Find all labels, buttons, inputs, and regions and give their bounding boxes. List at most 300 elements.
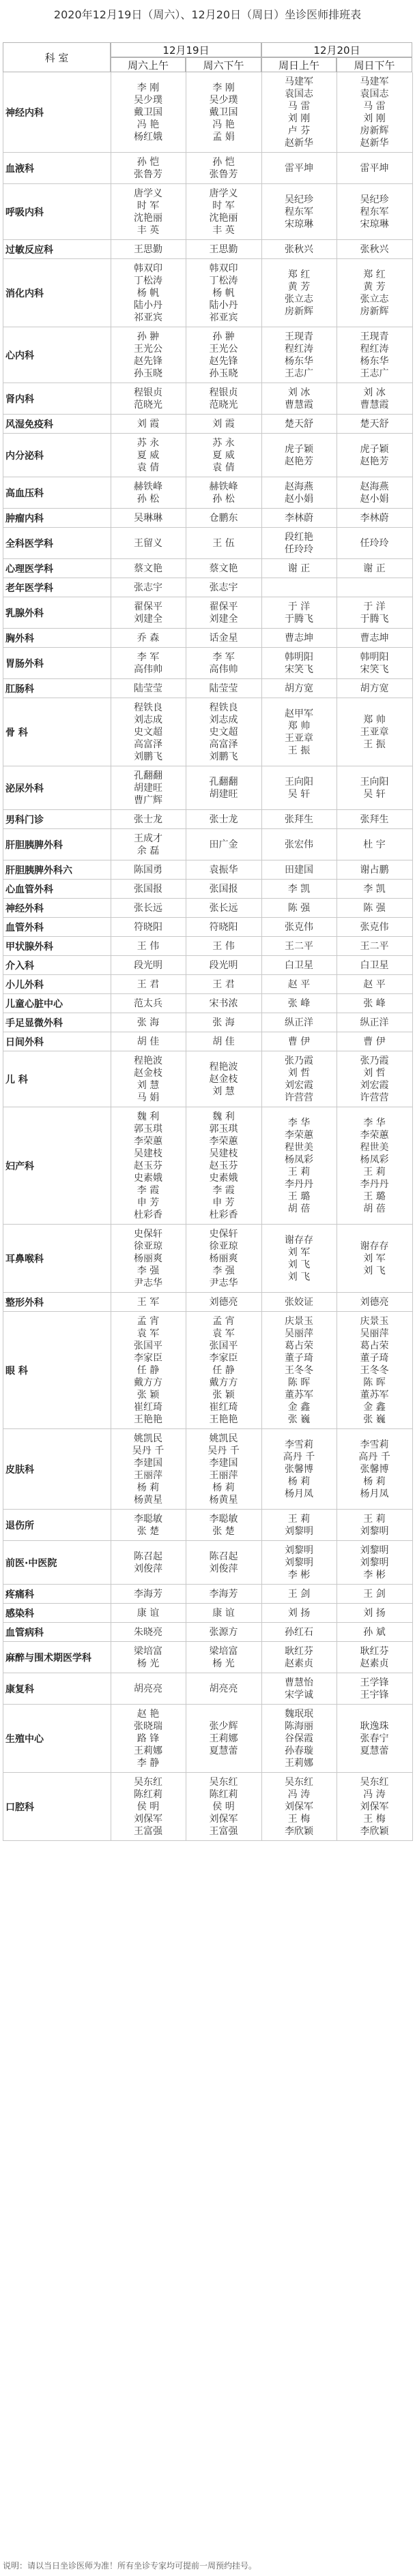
doctor-name: 李 彬 (363, 1570, 386, 1581)
doctor-cell (186, 1013, 261, 1032)
doctor-name: 刘 扬 (363, 1608, 386, 1619)
doctor-cell (261, 1225, 337, 1293)
doctor-cell (111, 1541, 186, 1585)
doctor-name: 韩双印 (134, 263, 162, 274)
doctor-cell (111, 1585, 186, 1604)
doctor-name: 于腾飞 (360, 614, 389, 625)
doctor-name: 孟 宵 (137, 1316, 160, 1327)
doctor-name: 张春宁 (360, 1733, 389, 1744)
doctor-name: 金 鑫 (363, 1402, 386, 1413)
doctor-name: 杨丽爽 (134, 1253, 162, 1264)
doctor-name: 谢 正 (363, 563, 386, 574)
doctor-name: 乔 森 (137, 633, 160, 644)
doctor-name: 刘 冰 (363, 387, 386, 398)
doctor-name: 张姣证 (285, 1297, 313, 1308)
doctor-cell (111, 383, 186, 415)
doctor-name: 黄 芳 (363, 282, 386, 293)
doctor-name: 吴少璞 (209, 95, 238, 106)
doctor-name: 刘 慧 (137, 1080, 160, 1091)
doctor-name: 赵海燕 (360, 481, 389, 492)
doctor-name: 胡方宽 (360, 683, 389, 694)
doctor-name: 魏 利 (137, 1111, 160, 1122)
doctor-cell (186, 415, 261, 434)
dept-header: 科 室 (3, 42, 111, 72)
doctor-name: 王向阳 (360, 777, 389, 788)
doctor-name: 张国平 (134, 1341, 162, 1351)
doctor-cell (261, 327, 337, 383)
doctor-cell (111, 1642, 186, 1673)
doctor-cell (111, 1773, 186, 1841)
doctor-cell (261, 1705, 337, 1773)
doctor-cell (337, 918, 412, 937)
doctor-name: 程艳波 (134, 1055, 162, 1066)
doctor-name: 陈召起 (209, 1551, 238, 1562)
doctor-name: 程世美 (285, 1142, 313, 1153)
department-name: 风湿免疫科 (3, 415, 111, 434)
doctor-name: 赵小娟 (360, 494, 389, 505)
department-name: 肝胆胰脾外科 (3, 829, 111, 860)
doctor-cell (186, 698, 261, 766)
doctor-cell (261, 899, 337, 918)
doctor-name: 刘黎明 (360, 1526, 389, 1537)
doctor-name: 王丽萍 (134, 1470, 162, 1481)
doctor-name: 任 静 (137, 1365, 160, 1376)
doctor-name: 李 彬 (287, 1570, 311, 1581)
doctor-name: 李 华 (363, 1118, 386, 1128)
doctor-name: 孙 松 (137, 494, 160, 505)
doctor-cell (186, 1642, 261, 1673)
doctor-cell (261, 1604, 337, 1623)
doctor-cell (261, 1642, 337, 1673)
doctor-name: 姚凯民 (209, 1433, 238, 1444)
department-name: 皮肤科 (3, 1429, 111, 1510)
doctor-name: 蔡文艳 (134, 563, 162, 574)
department-name: 口腔科 (3, 1773, 111, 1841)
doctor-name: 张长远 (134, 903, 162, 914)
doctor-name: 胡亮亮 (134, 1683, 162, 1694)
doctor-name: 白卫星 (360, 960, 389, 971)
doctor-name: 张鲁芳 (209, 169, 238, 180)
doctor-name: 张国平 (209, 1341, 238, 1351)
doctor-name: 王宇锋 (360, 1690, 389, 1701)
doctor-name: 孟 娟 (212, 132, 235, 143)
doctor-cell (261, 434, 337, 477)
doctor-name: 韩双印 (209, 263, 238, 274)
doctor-name: 耿红芬 (360, 1646, 389, 1657)
doctor-name: 杜 宇 (363, 839, 386, 850)
doctor-name: 刘 霞 (212, 419, 235, 430)
doctor-name: 段光明 (134, 960, 162, 971)
department-name: 肛肠科 (3, 679, 111, 698)
doctor-cell (111, 956, 186, 975)
doctor-name: 任玲玲 (285, 544, 313, 555)
doctor-cell (186, 994, 261, 1013)
department-name: 肾内科 (3, 383, 111, 415)
doctor-name: 符晓阳 (134, 922, 162, 933)
doctor-name: 王 君 (137, 979, 160, 990)
doctor-name: 祁亚宾 (209, 312, 238, 323)
doctor-name: 张志宇 (209, 582, 238, 593)
doctor-name: 王 璐 (287, 1191, 311, 1202)
department-name: 心血管外科 (3, 880, 111, 899)
doctor-name: 姚凯民 (134, 1433, 162, 1444)
doctor-name: 李建国 (209, 1458, 238, 1469)
doctor-cell (261, 918, 337, 937)
doctor-cell (337, 679, 412, 698)
doctor-cell (337, 1312, 412, 1429)
doctor-name: 曹志坤 (285, 633, 313, 644)
doctor-cell (337, 1642, 412, 1673)
doctor-name: 申 芳 (137, 1197, 160, 1208)
doctor-name: 王冬冬 (360, 1365, 389, 1376)
doctor-cell (261, 578, 337, 597)
doctor-name: 王 莉 (287, 1167, 311, 1178)
doctor-name: 董苏军 (285, 1390, 313, 1401)
doctor-cell (337, 1623, 412, 1642)
doctor-name: 尹志华 (209, 1278, 238, 1289)
doctor-name: 胡建旺 (209, 789, 238, 800)
doctor-name: 冯 艳 (212, 119, 235, 130)
doctor-name: 戴卫国 (134, 107, 162, 118)
doctor-cell (186, 975, 261, 994)
department-name: 血管病科 (3, 1623, 111, 1642)
page-title: 2020年12月19日（周六）、12月20日（周日）坐诊医师排班表 (53, 8, 362, 21)
department-name: 儿童心脏中心 (3, 994, 111, 1013)
doctor-name: 王志广 (360, 368, 389, 379)
doctor-name: 谢存存 (285, 1235, 313, 1246)
doctor-name: 胡方宽 (285, 683, 313, 694)
department-name: 前医·中医院 (3, 1541, 111, 1585)
sat-pm-column (186, 0, 261, 2576)
doctor-name: 陈红莉 (209, 1789, 238, 1800)
doctor-name: 刘黎明 (285, 1557, 313, 1568)
doctor-name: 王莉娜 (134, 1746, 162, 1756)
doctor-name: 吴丽萍 (360, 1328, 389, 1339)
doctor-cell (337, 956, 412, 975)
doctor-cell (337, 1541, 412, 1585)
doctor-name: 陆小丹 (209, 300, 238, 311)
doctor-name: 杨凤彩 (360, 1154, 389, 1165)
doctor-cell (111, 937, 186, 956)
doctor-name: 孔翻翻 (134, 770, 162, 781)
doctor-cell (111, 1293, 186, 1312)
doctor-cell (186, 1585, 261, 1604)
doctor-cell (337, 860, 412, 880)
doctor-name: 刘俊萍 (209, 1563, 238, 1574)
doctor-name: 张国报 (134, 884, 162, 895)
doctor-name: 仓鹏东 (209, 513, 238, 524)
doctor-name: 杨 帆 (137, 288, 160, 299)
doctor-cell (186, 1225, 261, 1293)
doctor-name: 侯 明 (137, 1801, 160, 1812)
doctor-name: 王富强 (134, 1826, 162, 1837)
doctor-name: 张克伟 (285, 922, 313, 933)
doctor-name: 陈 强 (363, 903, 386, 914)
doctor-name: 祁亚宾 (134, 312, 162, 323)
department-name: 男科门诊 (3, 810, 111, 829)
doctor-cell (261, 259, 337, 327)
doctor-name: 杨凤彩 (285, 1154, 313, 1165)
doctor-name: 李林蔚 (360, 513, 389, 524)
doctor-name: 戴方方 (209, 1377, 238, 1388)
doctor-cell (337, 810, 412, 829)
doctor-cell (337, 1773, 412, 1841)
doctor-name: 赵玉芬 (134, 1160, 162, 1171)
doctor-name: 史保轩 (134, 1229, 162, 1240)
doctor-name: 任 静 (212, 1365, 235, 1376)
doctor-cell (111, 1225, 186, 1293)
doctor-name: 杨东华 (285, 356, 313, 367)
doctor-name: 王思勤 (209, 244, 238, 255)
doctor-cell (186, 383, 261, 415)
doctor-cell (111, 994, 186, 1013)
doctor-name: 丰 英 (137, 225, 160, 236)
doctor-cell (337, 1013, 412, 1032)
department-name: 耳鼻喉科 (3, 1225, 111, 1293)
doctor-cell (111, 72, 186, 153)
doctor-name: 刘 刚 (363, 113, 386, 124)
doctor-name: 杨红娥 (134, 132, 162, 143)
department-name: 血液科 (3, 153, 111, 184)
doctor-name: 董子琦 (360, 1353, 389, 1364)
doctor-name: 张立志 (360, 294, 389, 305)
doctor-name: 李丹丹 (285, 1179, 313, 1190)
department-name: 儿 科 (3, 1051, 111, 1107)
doctor-name: 张少辉 (209, 1721, 238, 1732)
doctor-name: 段红艳 (285, 532, 313, 543)
doctor-name: 孙 翀 (137, 331, 160, 342)
doctor-name: 张 颖 (212, 1390, 235, 1401)
doctor-name: 宋书浓 (209, 998, 238, 1009)
doctor-cell (111, 1510, 186, 1541)
doctor-cell (186, 153, 261, 184)
doctor-name: 吴纪珍 (360, 194, 389, 205)
doctor-cell (111, 509, 186, 528)
doctor-name: 张长远 (209, 903, 238, 914)
doctor-name: 郭玉琪 (209, 1124, 238, 1135)
doctor-name: 张 海 (137, 1017, 160, 1028)
doctor-cell (186, 184, 261, 240)
doctor-name: 杨月凤 (285, 1488, 313, 1499)
doctor-name: 夏慧蕾 (209, 1746, 238, 1756)
doctor-cell (186, 810, 261, 829)
doctor-name: 李 强 (137, 1265, 160, 1276)
doctor-name: 谢占鹏 (360, 865, 389, 875)
doctor-name: 楚天舒 (360, 419, 389, 430)
doctor-name: 唐学义 (134, 188, 162, 199)
doctor-name: 张秋兴 (285, 244, 313, 255)
doctor-name: 徐亚琼 (134, 1241, 162, 1252)
doctor-cell (111, 810, 186, 829)
doctor-name: 梁培富 (209, 1646, 238, 1657)
doctor-name: 胡建旺 (134, 783, 162, 794)
doctor-cell (111, 766, 186, 810)
doctor-name: 雷平坤 (360, 163, 389, 174)
doctor-name: 杨 帆 (212, 288, 235, 299)
doctor-name: 刘 军 (363, 1253, 386, 1264)
doctor-name: 夏慧蕾 (360, 1746, 389, 1756)
doctor-name: 王 璐 (363, 1191, 386, 1202)
doctor-name: 申 芳 (212, 1197, 235, 1208)
doctor-name: 吴东红 (134, 1777, 162, 1788)
doctor-cell (337, 415, 412, 434)
doctor-name: 虎子颖 (285, 444, 313, 455)
doctor-cell (111, 1673, 186, 1705)
doctor-cell (337, 184, 412, 240)
doctor-name: 高富泽 (134, 739, 162, 750)
doctor-name: 马 雷 (363, 101, 386, 112)
doctor-name: 段光明 (209, 960, 238, 971)
doctor-name: 白卫星 (285, 960, 313, 971)
doctor-name: 刘 飞 (287, 1272, 311, 1283)
department-name: 过敏反应科 (3, 240, 111, 259)
doctor-name: 李 霞 (212, 1185, 235, 1196)
col-header: 周日下午 (337, 57, 412, 72)
doctor-name: 程艳波 (209, 1062, 238, 1073)
doctor-name: 郭玉琪 (134, 1124, 162, 1135)
doctor-name: 史文超 (134, 727, 162, 738)
doctor-cell (261, 1032, 337, 1051)
doctor-cell (337, 648, 412, 679)
doctor-name: 夏 威 (212, 450, 235, 461)
doctor-cell (337, 1225, 412, 1293)
doctor-name: 王光公 (134, 344, 162, 355)
doctor-name: 刘保军 (360, 1801, 389, 1812)
doctor-cell (261, 415, 337, 434)
doctor-name: 赵新华 (285, 138, 313, 149)
doctor-cell (111, 153, 186, 184)
doctor-name: 田建国 (285, 865, 313, 875)
doctor-name: 张 巍 (363, 1414, 386, 1425)
doctor-name: 董苏军 (360, 1390, 389, 1401)
doctor-name: 杨月凤 (360, 1488, 389, 1499)
doctor-cell (111, 975, 186, 994)
doctor-name: 王艳艳 (134, 1414, 162, 1425)
doctor-name: 王志广 (285, 368, 313, 379)
doctor-name: 李 华 (287, 1118, 311, 1128)
doctor-cell (261, 1673, 337, 1705)
doctor-cell (111, 1604, 186, 1623)
doctor-cell (111, 434, 186, 477)
doctor-name: 孙 翀 (212, 331, 235, 342)
doctor-cell (111, 528, 186, 559)
doctor-cell (111, 1429, 186, 1510)
doctor-name: 庆景玉 (285, 1316, 313, 1327)
doctor-name: 王光公 (209, 344, 238, 355)
doctor-name: 马 娟 (137, 1092, 160, 1103)
department-name: 肿瘤内科 (3, 509, 111, 528)
department-name: 退伤所 (3, 1510, 111, 1541)
doctor-name (261, 582, 337, 594)
doctor-name: 王现青 (360, 331, 389, 342)
doctor-cell (111, 597, 186, 629)
doctor-name: 袁 倩 (137, 462, 160, 473)
doctor-name: 魏珉珉 (285, 1709, 313, 1720)
doctor-name: 刘德亮 (209, 1297, 238, 1308)
doctor-name: 陈 强 (287, 903, 311, 914)
doctor-cell (261, 994, 337, 1013)
doctor-cell (261, 1773, 337, 1841)
doctor-name: 徐亚琼 (209, 1241, 238, 1252)
department-name: 眼 科 (3, 1312, 111, 1429)
doctor-name: 王 莉 (287, 1514, 311, 1525)
doctor-name: 刘保军 (209, 1814, 238, 1825)
doctor-name: 吴东红 (285, 1777, 313, 1788)
doctor-name: 曹 伊 (287, 1036, 311, 1047)
doctor-cell (186, 956, 261, 975)
doctor-name: 王二平 (360, 941, 389, 952)
doctor-name: 丁松涛 (134, 275, 162, 286)
doctor-name: 王 莉 (363, 1167, 386, 1178)
doctor-cell (261, 153, 337, 184)
doctor-name: 雷平坤 (285, 163, 313, 174)
doctor-cell (186, 937, 261, 956)
col-header: 周六上午 (111, 57, 186, 72)
doctor-name: 刘黎明 (285, 1545, 313, 1556)
doctor-name: 赵素贞 (360, 1658, 389, 1669)
doctor-name: 李雪莉 (285, 1439, 313, 1450)
doctor-name: 胡 蓓 (363, 1203, 386, 1214)
doctor-name: 赵新华 (360, 138, 389, 149)
doctor-cell (111, 578, 186, 597)
doctor-name: 袁国志 (360, 89, 389, 100)
doctor-cell (111, 918, 186, 937)
doctor-cell (111, 415, 186, 434)
doctor-cell (337, 327, 412, 383)
doctor-name: 王 莉 (363, 1514, 386, 1525)
doctor-name: 袁 军 (137, 1328, 160, 1339)
doctor-name: 戴方方 (134, 1377, 162, 1388)
department-name: 老年医学科 (3, 578, 111, 597)
doctor-name: 李荣蕙 (285, 1130, 313, 1141)
doctor-name: 王 梅 (363, 1814, 386, 1825)
doctor-name: 吴东红 (209, 1777, 238, 1788)
doctor-name: 夏 威 (137, 450, 160, 461)
doctor-name: 王 梅 (287, 1814, 311, 1825)
doctor-name: 高富泽 (209, 739, 238, 750)
doctor-cell (111, 880, 186, 899)
doctor-name: 孔翻翻 (209, 777, 238, 788)
doctor-cell (337, 434, 412, 477)
doctor-name: 刘 冰 (287, 387, 311, 398)
doctor-cell (261, 559, 337, 578)
doctor-name: 宋笑飞 (285, 664, 313, 675)
doctor-name: 王学锋 (360, 1677, 389, 1688)
doctor-name: 冯 涛 (287, 1789, 311, 1800)
doctor-cell (261, 810, 337, 829)
doctor-name: 赵素贞 (285, 1658, 313, 1669)
doctor-cell (337, 1705, 412, 1773)
doctor-name: 吴丹 千 (208, 1446, 240, 1456)
doctor-name: 吴建枝 (209, 1148, 238, 1159)
doctor-cell (337, 1604, 412, 1623)
doctor-name: 李 军 (212, 652, 235, 663)
doctor-cell (111, 1705, 186, 1773)
doctor-cell (261, 1107, 337, 1225)
doctor-cell (261, 698, 337, 766)
doctor-name: 冯 涛 (363, 1789, 386, 1800)
doctor-name: 康 谊 (212, 1608, 235, 1619)
doctor-name: 张 巍 (287, 1414, 311, 1425)
doctor-cell (111, 698, 186, 766)
doctor-name: 任玲玲 (360, 538, 389, 549)
doctor-name: 郑 红 (363, 269, 386, 280)
doctor-cell (261, 1623, 337, 1642)
doctor-name: 张 峰 (287, 998, 311, 1009)
doctor-name: 李聪敏 (209, 1514, 238, 1525)
department-name: 整形外科 (3, 1293, 111, 1312)
doctor-name: 苏 永 (212, 438, 235, 449)
